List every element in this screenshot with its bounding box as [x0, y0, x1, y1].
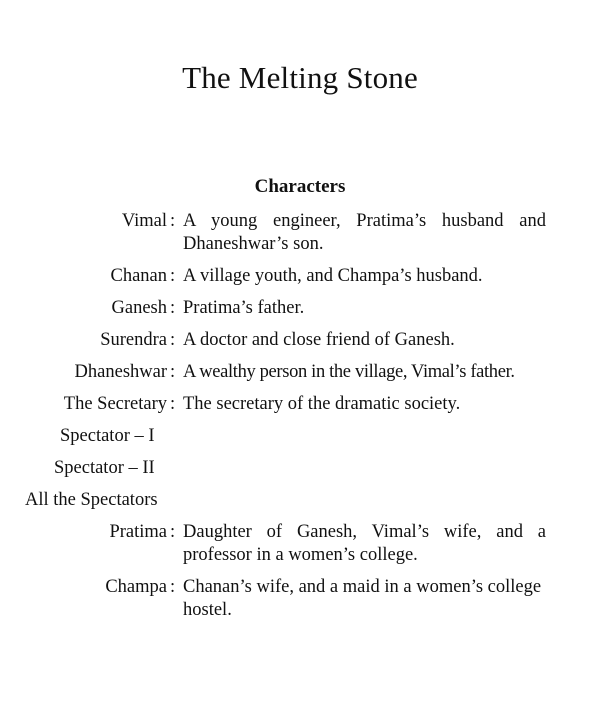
character-description: [183, 489, 546, 512]
character-name: Surendra: [100, 330, 167, 350]
separator-colon: :: [170, 298, 176, 318]
character-description: A young engineer, Pratima’s husband and Dhaneshwar’s son.: [183, 211, 546, 254]
separator-colon: :: [170, 266, 176, 286]
character-row: [0, 265, 600, 288]
separator-colon: :: [170, 394, 176, 414]
character-description: A doctor and close friend of Ganesh.: [183, 330, 455, 350]
section-heading: Characters: [254, 176, 346, 197]
separator-colon: :: [170, 577, 176, 597]
character-row: [0, 393, 600, 416]
character-name: Spectator – II: [54, 458, 155, 478]
separator-colon: :: [170, 211, 176, 231]
character-row: [0, 297, 600, 320]
page-title: The Melting Stone: [182, 60, 418, 95]
character-name: Pratima: [109, 522, 167, 542]
separator-colon: :: [170, 522, 176, 542]
character-name: The Secretary: [63, 394, 167, 414]
character-description: Chanan’s wife, and a maid in a women’s college hostel.: [183, 577, 542, 620]
character-row: [0, 329, 600, 352]
separator-colon: :: [170, 330, 176, 350]
character-row: [0, 425, 600, 448]
character-name: Ganesh: [111, 298, 167, 318]
character-description: [183, 457, 546, 480]
separator-colon: :: [170, 362, 176, 382]
character-description: A village youth, and Champa’s husband.: [183, 266, 483, 286]
character-row: [0, 576, 600, 622]
character-row: [0, 457, 600, 480]
character-name: Chanan: [110, 266, 167, 286]
character-description: Pratima’s father.: [183, 298, 305, 318]
character-list: [0, 210, 600, 631]
character-name: All the Spectators: [25, 490, 158, 510]
character-row: [0, 210, 600, 256]
character-row: [0, 361, 600, 384]
character-description: The secretary of the dramatic society.: [183, 394, 461, 414]
character-description: Daughter of Ganesh, Vimal’s wife, and a professor in a women’s college.: [183, 522, 546, 565]
character-description: A wealthy person in the village, Vimal’s father.: [183, 362, 515, 382]
character-name: Spectator – I: [60, 426, 155, 446]
character-description: [183, 425, 546, 448]
character-row: [0, 489, 600, 512]
character-name: Dhaneshwar: [74, 362, 167, 382]
character-row: [0, 521, 600, 567]
character-name: Champa: [105, 577, 167, 597]
character-name: Vimal: [121, 211, 167, 231]
